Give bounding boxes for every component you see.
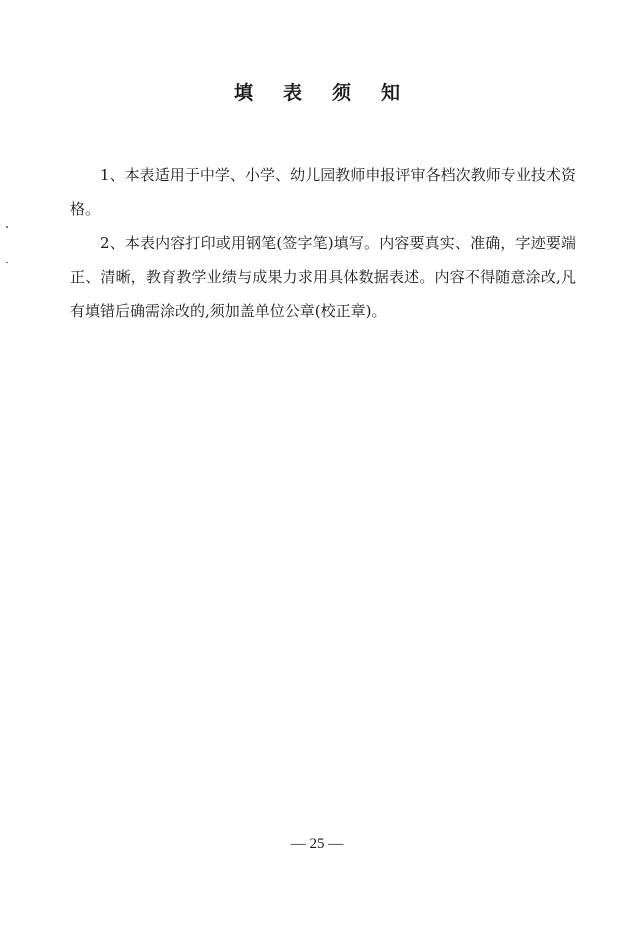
- page-number: — 25 —: [290, 836, 344, 852]
- paragraph-2: 2、本表内容打印或用钢笔(签字笔)填写。内容要真实、准确，字迹要端正、清晰，教育教学业绩与成果力求用具体数据表述。内容不得随意涂改,凡有填错后确需涂改的,须加盖单位公章(校正章)。: [70, 234, 576, 320]
- scan-speck: [6, 262, 8, 263]
- scan-speck: [6, 226, 8, 228]
- paragraph-1: 1、本表适用于中学、小学、幼儿园教师申报评审各档次教师专业技术资格。: [70, 166, 576, 218]
- document-body: [70, 158, 576, 328]
- document-title: 填表须知: [233, 82, 430, 104]
